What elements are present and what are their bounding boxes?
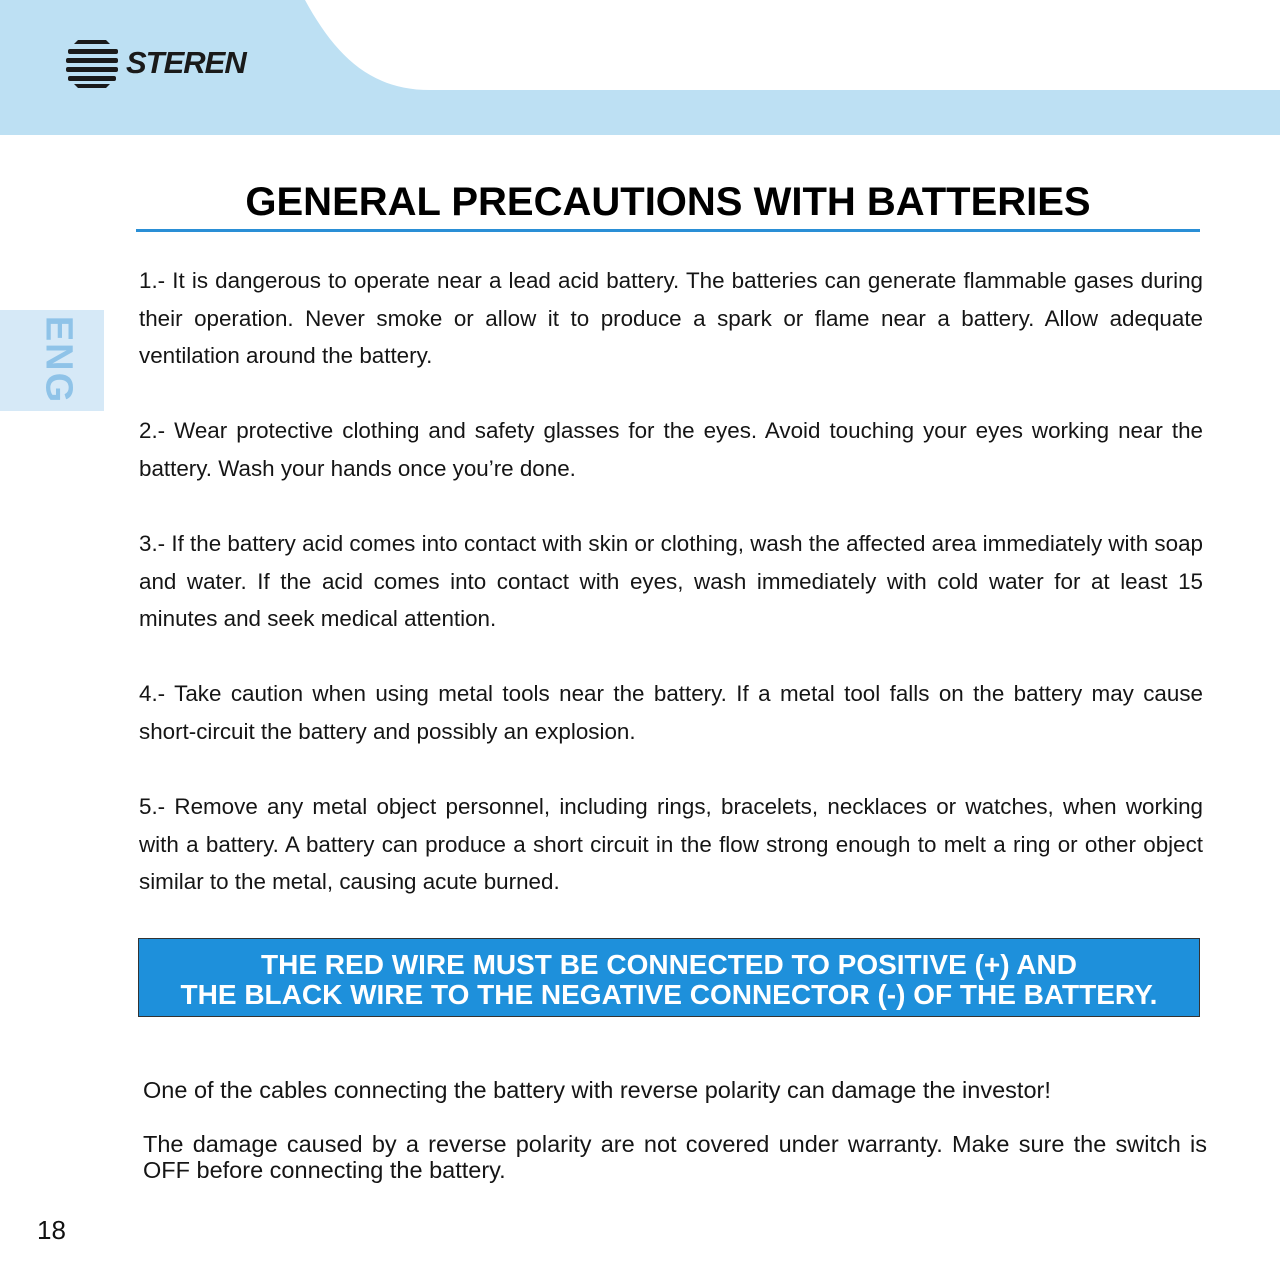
- title-underline: [136, 229, 1200, 232]
- language-tab[interactable]: [0, 310, 104, 411]
- precaution-item: 3.- If the battery acid comes into contact with skin or clothing, wash the affected area immediately with soap and water. If the acid comes into contact with eyes, wash immediately with cold water for at least 15 minutes and seek medical attention.: [139, 530, 1203, 632]
- warranty-warning: The damage caused by a reverse polarity are not covered under warranty. Make sure the switch is OFF before connecting the battery.: [143, 1131, 1207, 1183]
- steren-logo-icon: [64, 34, 120, 90]
- notice-line-1: THE RED WIRE MUST BE CONNECTED TO POSITIVE (+) AND: [261, 949, 1077, 980]
- wiring-notice-box: [138, 938, 1200, 1017]
- precaution-item: 4.- Take caution when using metal tools near the battery. If a metal tool falls on the battery may cause short-circuit the battery and possibly an explosion.: [139, 681, 1203, 744]
- page-title: GENERAL PRECAUTIONS WITH BATTERIES: [245, 180, 1091, 224]
- steren-logo: [64, 34, 246, 90]
- page-number: 18: [37, 1215, 66, 1245]
- reverse-polarity-warning: One of the cables connecting the battery with reverse polarity can damage the investor!: [143, 1077, 1051, 1103]
- precaution-item: 5.- Remove any metal object personnel, including rings, bracelets, necklaces or watches, when working with a battery. A battery can produce a short circuit in the flow strong enough to melt a ring or other object similar to the metal, causing acute burned.: [139, 793, 1203, 895]
- precaution-item: 2.- Wear protective clothing and safety glasses for the eyes. Avoid touching your eyes working near the battery. Wash your hands once you’re done.: [139, 418, 1203, 481]
- notice-line-2: THE BLACK WIRE TO THE NEGATIVE CONNECTOR (-) OF THE BATTERY.: [180, 979, 1158, 1010]
- language-tab-label: ENG: [37, 315, 80, 405]
- precaution-item: 1.- It is dangerous to operate near a lead acid battery. The batteries can generate flammable gases during their operation. Never smoke or allow it to produce a spark or flame near a battery. Allow adequate ventilation around the battery.: [139, 268, 1203, 369]
- brand-name: STEREN: [126, 44, 246, 80]
- precautions-list: [139, 262, 1203, 938]
